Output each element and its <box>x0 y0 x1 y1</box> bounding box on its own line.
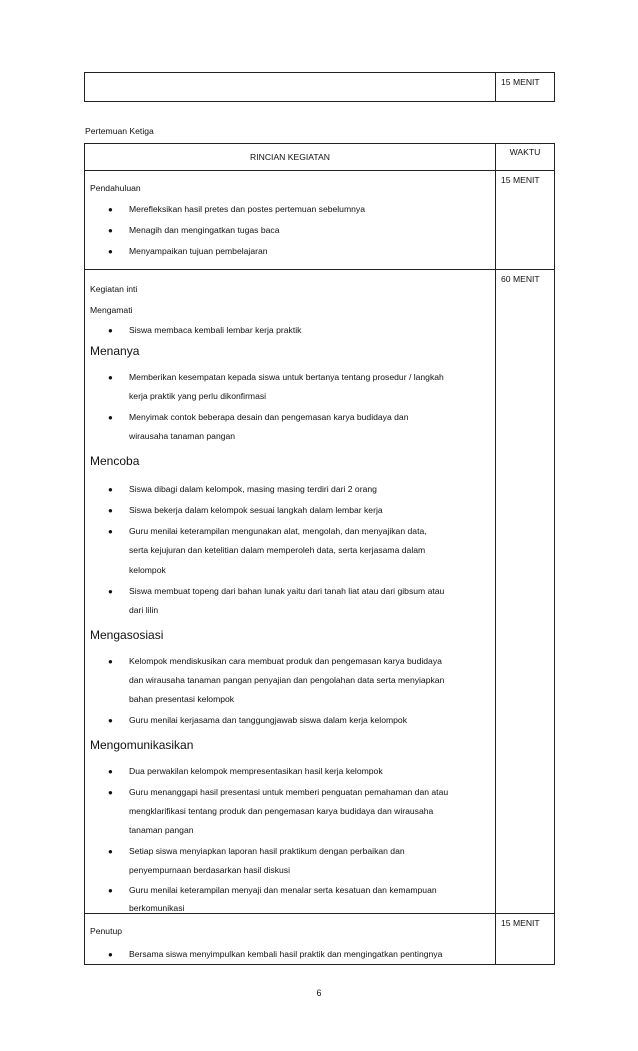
list-item: Memberikan kesempatan kepada siswa untuk bertanya tentang prosedur / langkah <box>129 372 444 382</box>
inti-title: Kegiatan inti <box>90 284 138 294</box>
page-number: 6 <box>316 988 322 998</box>
bullet-icon: ● <box>108 226 113 235</box>
section-title: Pertemuan Ketiga <box>85 126 154 136</box>
bullet-icon: ● <box>108 506 113 515</box>
bullet-icon: ● <box>108 247 113 256</box>
penutup-title: Penutup <box>90 926 123 936</box>
table-header-row <box>85 144 555 171</box>
header-activities: RINCIAN KEGIATAN <box>85 144 496 171</box>
list-item: Bersama siswa menyimpulkan kembali hasil praktik dan mengingatkan pentingnya <box>129 949 443 959</box>
bullet-icon: ● <box>108 205 113 214</box>
list-item-cont: kerja praktik yang perlu dikonfirmasi <box>129 391 267 401</box>
top-table-activity-cell <box>85 73 496 102</box>
header-time: WAKTU <box>509 147 541 157</box>
list-item-cont: serta kejujuran dan ketelitian dalam memperoleh data, serta kerjasama dalam <box>129 545 426 555</box>
inti-time-cell <box>496 270 555 914</box>
bullet-icon: ● <box>108 767 113 776</box>
bullet-icon: ● <box>108 373 113 382</box>
list-item-cont: penyempurnaan berdasarkan hasil diskusi <box>129 865 290 875</box>
list-item: Guru menilai keterampilan menyaji dan menalar serta kesatuan dan kemampuan <box>129 885 437 895</box>
list-item: Guru menilai kerjasama dan tanggungjawab siswa dalam kerja kelompok <box>129 715 408 725</box>
pendahuluan-cell <box>85 171 496 270</box>
penutup-time-cell <box>496 914 555 965</box>
list-item: Siswa membaca kembali lembar kerja praktik <box>129 325 302 335</box>
list-item-cont: dan wirausaha tanaman pangan penyajian dan pengolahan data serta menyiapkan <box>129 675 445 685</box>
bullet-icon: ● <box>108 886 113 895</box>
list-item: Merefleksikan hasil pretes dan postes pertemuan sebelumnya <box>129 204 365 214</box>
mengomunikasikan-title: Mengomunikasikan <box>90 738 194 752</box>
mengasosiasi-title: Mengasosiasi <box>90 628 164 642</box>
top-table-time-cell <box>496 73 555 102</box>
bullet-icon: ● <box>108 847 113 856</box>
list-item: Kelompok mendiskusikan cara membuat produk dan pengemasan karya budidaya <box>129 656 442 666</box>
list-item: Menagih dan mengingatkan tugas baca <box>129 225 280 235</box>
penutup-cell <box>85 914 496 965</box>
bullet-icon: ● <box>108 527 113 536</box>
inti-cell <box>85 270 496 914</box>
list-item-cont: wirausaha tanaman pangan <box>129 431 236 441</box>
list-item-cont: berkomunikasi <box>129 903 185 913</box>
list-item: Guru menilai keterampilan mengunakan alat, mengolah, dan menyajikan data, <box>129 526 427 536</box>
top-table <box>84 72 555 102</box>
top-table-time: 15 MENIT <box>501 77 540 87</box>
bullet-icon: ● <box>108 657 113 666</box>
inti-row <box>85 270 555 914</box>
pendahuluan-time: 15 MENIT <box>501 175 540 185</box>
list-item-cont: kelompok <box>129 565 166 575</box>
list-item-cont: dari lilin <box>129 605 159 615</box>
list-item-cont: bahan presentasi kelompok <box>129 694 235 704</box>
inti-time: 60 MENIT <box>501 274 540 284</box>
pendahuluan-time-cell <box>496 171 555 270</box>
bullet-icon: ● <box>108 788 113 797</box>
penutup-row <box>85 914 555 965</box>
header-time-cell <box>496 144 555 171</box>
list-item: Siswa membuat topeng dari bahan lunak yaitu dari tanah liat atau dari gibsum atau <box>129 586 445 596</box>
list-item: Dua perwakilan kelompok mempresentasikan hasil kerja kelompok <box>129 766 383 776</box>
bullet-icon: ● <box>108 716 113 725</box>
bullet-icon: ● <box>108 326 113 335</box>
list-item: Setiap siswa menyiapkan laporan hasil praktikum dengan perbaikan dan <box>129 846 405 856</box>
list-item: Siswa bekerja dalam kelompok sesuai langkah dalam lembar kerja <box>129 505 383 515</box>
list-item: Guru menanggapi hasil presentasi untuk memberi penguatan pemahaman dan atau <box>129 787 449 797</box>
mengamati-title: Mengamati <box>90 305 133 315</box>
list-item-cont: tanaman pangan <box>129 825 194 835</box>
menanya-title: Menanya <box>90 344 140 358</box>
list-item-cont: mengklarifikasi tentang produk dan pengemasan karya budidaya dan wirausaha <box>129 806 434 816</box>
list-item: Siswa dibagi dalam kelompok, masing masing terdiri dari 2 orang <box>129 484 377 494</box>
bullet-icon: ● <box>108 950 113 959</box>
activity-table <box>84 143 555 965</box>
bullet-icon: ● <box>108 485 113 494</box>
bullet-icon: ● <box>108 413 113 422</box>
penutup-time: 15 MENIT <box>501 918 540 928</box>
pendahuluan-title: Pendahuluan <box>90 183 141 193</box>
list-item: Menyampaikan tujuan pembelajaran <box>129 246 268 256</box>
list-item: Menyimak contok beberapa desain dan pengemasan karya budidaya dan <box>129 412 409 422</box>
bullet-icon: ● <box>108 587 113 596</box>
pendahuluan-row <box>85 171 555 270</box>
mencoba-title: Mencoba <box>90 454 140 468</box>
